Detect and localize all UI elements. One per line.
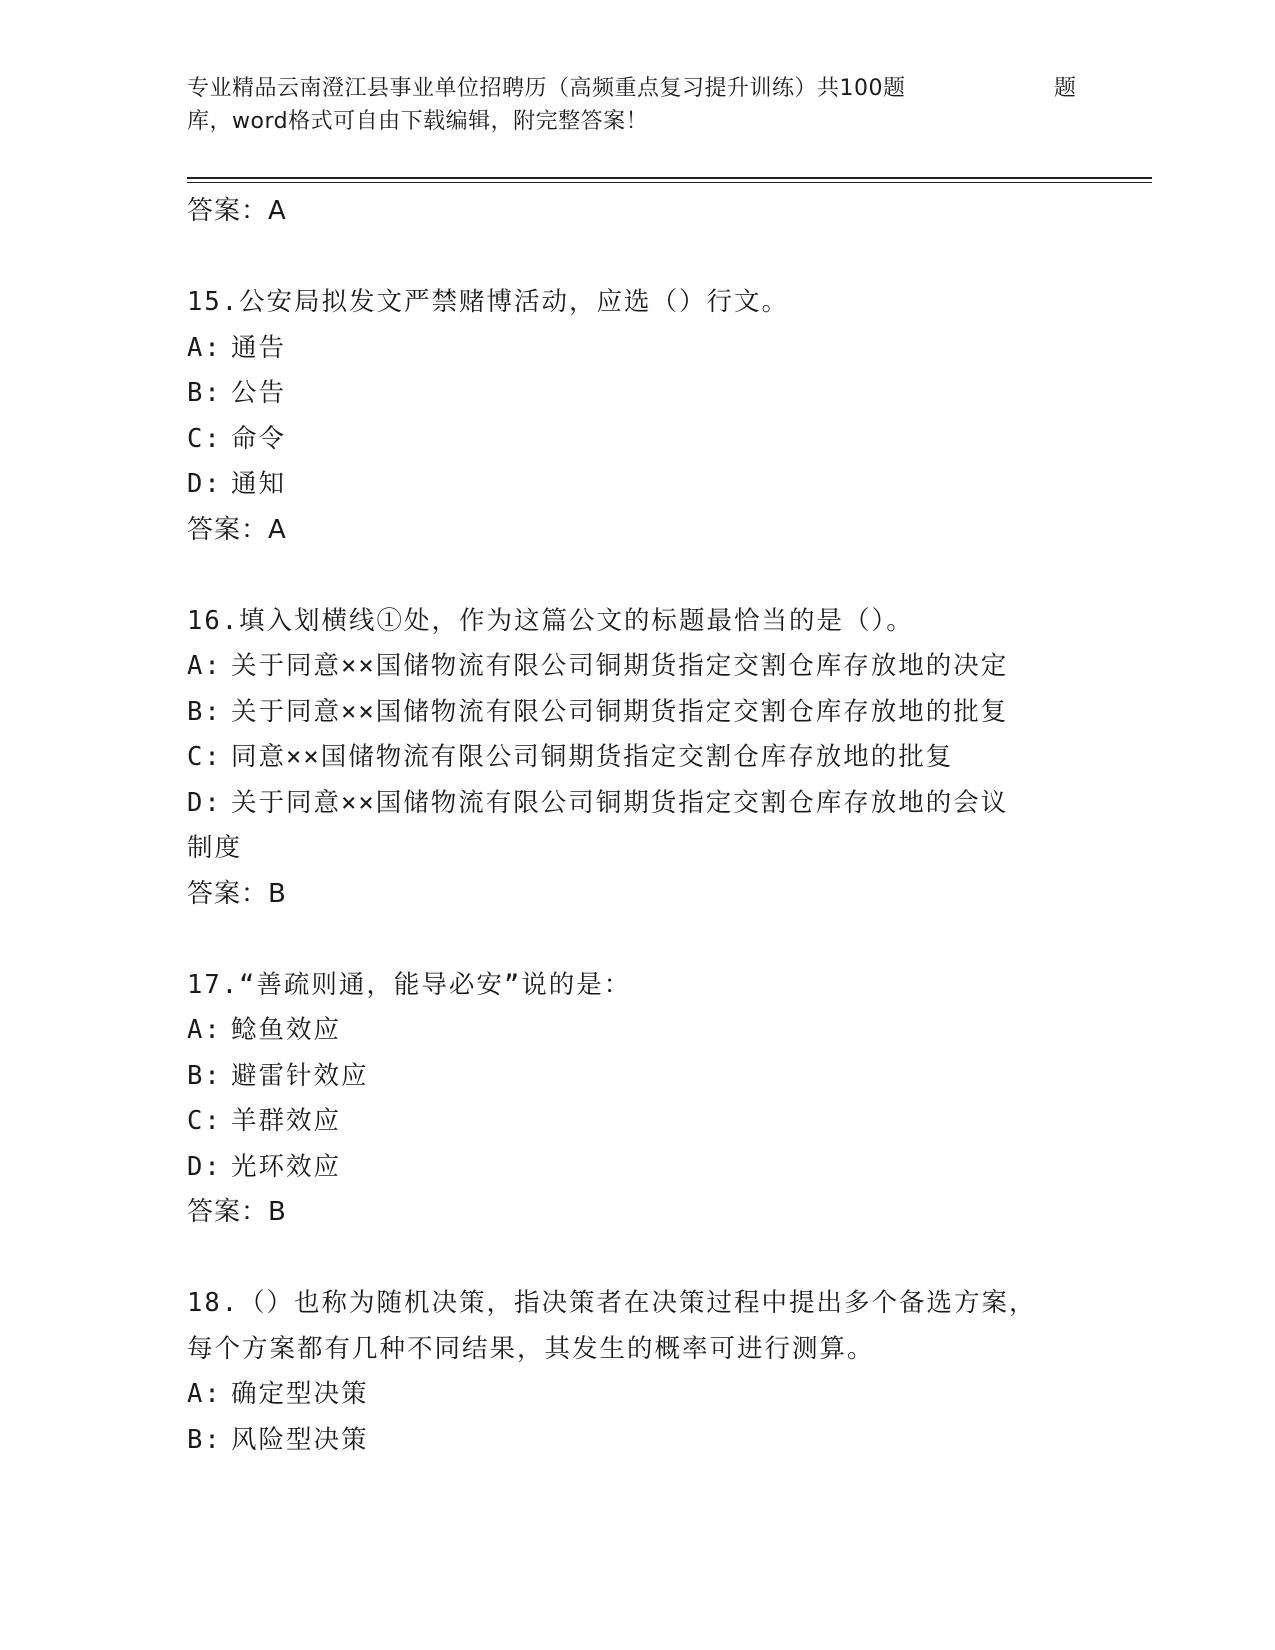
- option-text: 关于同意××国储物流有限公司铜期货指定交割仓库存放地的批复: [231, 696, 1009, 727]
- option-a: [187, 1372, 1087, 1418]
- question-stem: 15.公安局拟发文严禁赌博活动，应选（）行文。: [187, 287, 790, 317]
- option-text: 通告: [231, 332, 287, 363]
- option-label: D:: [187, 1151, 222, 1182]
- option-d-continuation: 制度: [187, 833, 243, 863]
- option-c: [187, 417, 1087, 463]
- option-label: B:: [187, 378, 222, 408]
- question-17: [187, 963, 1087, 1236]
- question-stem-line-2: 每个方案都有几种不同结果，其发生的概率可进行测算。: [187, 1333, 875, 1364]
- option-label: A:: [187, 332, 222, 363]
- spacer: [187, 553, 1087, 599]
- option-a: [187, 326, 1087, 372]
- option-b: [187, 1054, 1087, 1100]
- question-stem: 17.“善疏则通，能导必安”说的是：: [187, 969, 632, 1000]
- header-line-2: 库，word格式可自由下载编辑，附完整答案！: [187, 109, 649, 134]
- option-label: D:: [187, 469, 222, 499]
- question-stem: 16.填入划横线①处，作为这篇公文的标题最恰当的是（）。: [187, 605, 914, 636]
- option-d: [187, 781, 1087, 827]
- question-16: [187, 599, 1087, 918]
- option-c: [187, 735, 1087, 781]
- option-c: [187, 1099, 1087, 1145]
- previous-answer: 答案：A: [187, 196, 287, 226]
- option-label: C:: [187, 742, 222, 772]
- option-label: B:: [187, 1424, 222, 1455]
- option-text: 鲶鱼效应: [231, 1015, 342, 1045]
- option-text: 风险型决策: [231, 1424, 369, 1455]
- page-header: [187, 72, 1087, 138]
- header-divider-thin: [187, 182, 1152, 183]
- question-18: [187, 1281, 1087, 1463]
- header-divider-thick: [187, 177, 1152, 179]
- spacer: [187, 235, 1087, 281]
- option-b: [187, 1418, 1087, 1464]
- option-d: [187, 1145, 1087, 1191]
- option-b: [187, 690, 1087, 736]
- header-title-text: 专业精品云南澄江县事业单位招聘历（高频重点复习提升训练）共100题: [187, 76, 906, 101]
- option-text: 确定型决策: [231, 1379, 369, 1409]
- question-stem-line-1: 18.（）也称为随机决策，指决策者在决策过程中提出多个备选方案，: [187, 1288, 1037, 1318]
- option-label: C:: [187, 1106, 222, 1136]
- option-label: A:: [187, 651, 222, 681]
- option-text: 避雷针效应: [231, 1060, 369, 1091]
- header-line-1: [187, 72, 1087, 105]
- option-label: A:: [187, 1379, 222, 1409]
- header-title-tail: 题: [1054, 76, 1077, 101]
- option-text: 关于同意××国储物流有限公司铜期货指定交割仓库存放地的会议: [231, 787, 1009, 818]
- option-label: B:: [187, 1060, 222, 1091]
- option-text: 光环效应: [231, 1151, 342, 1182]
- option-text: 羊群效应: [231, 1106, 342, 1136]
- option-text: 通知: [231, 469, 287, 499]
- option-label: A:: [187, 1015, 222, 1045]
- question-15: [187, 280, 1087, 553]
- option-label: D:: [187, 787, 222, 818]
- option-label: B:: [187, 696, 222, 727]
- option-text: 公告: [231, 378, 287, 408]
- spacer: [187, 917, 1087, 963]
- option-text: 关于同意××国储物流有限公司铜期货指定交割仓库存放地的决定: [231, 651, 1009, 681]
- answer-line: 答案：B: [187, 878, 287, 909]
- answer-line: 答案：B: [187, 1197, 287, 1227]
- spacer: [187, 1236, 1087, 1282]
- option-d: [187, 462, 1087, 508]
- option-a: [187, 1008, 1087, 1054]
- option-b: [187, 371, 1087, 417]
- option-a: [187, 644, 1087, 690]
- question-body: [187, 189, 1087, 1463]
- option-text: 同意××国储物流有限公司铜期货指定交割仓库存放地的批复: [231, 742, 954, 772]
- answer-line: 答案：A: [187, 514, 287, 545]
- option-label: C:: [187, 423, 222, 454]
- option-text: 命令: [231, 423, 287, 454]
